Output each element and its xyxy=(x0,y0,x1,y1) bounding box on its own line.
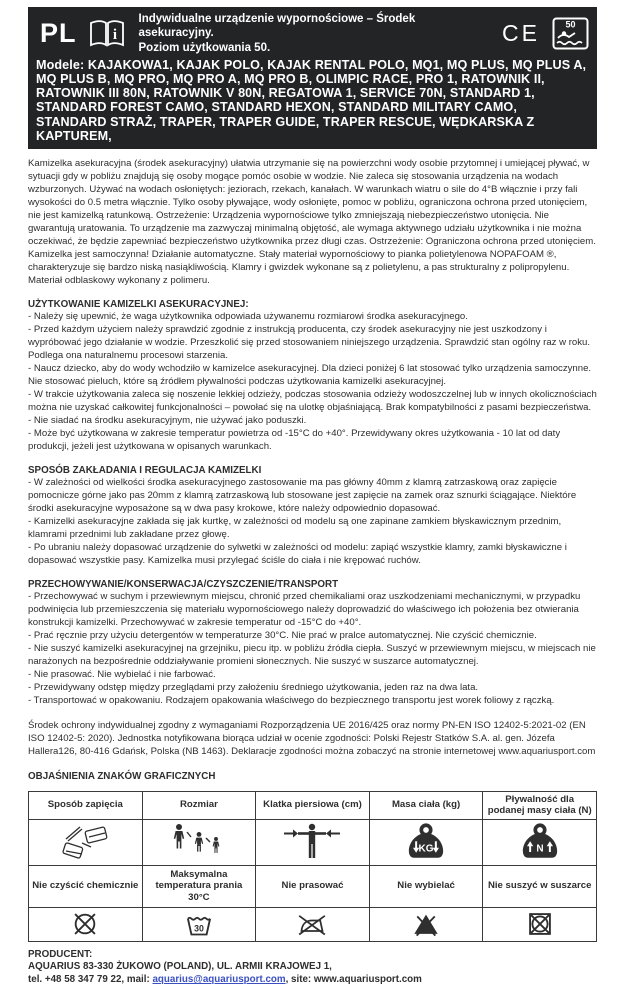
table-cell xyxy=(29,907,143,941)
wash-30-icon xyxy=(146,910,253,938)
table-cell xyxy=(483,819,597,865)
producer-contact-suffix: , site: www.aquariusport.com xyxy=(285,974,422,986)
graphic-symbols-table xyxy=(28,791,597,942)
sizes-family-icon xyxy=(146,822,253,862)
section-heading: UŻYTKOWANIE KAMIZELKI ASEKURACYJNEJ: xyxy=(28,298,249,310)
section-heading: SPOSÓB ZAKŁADANIA I REGULACJA KAMIZELKI xyxy=(28,464,262,476)
bullet-line: - W trakcie użytkowania zaleca się noszenie lekkiej odzieży, podczas stosowania odzieży wodoszczelnej lub w innych okolicznościach można nie uzyskać całkowitej funkcjonalności – powołać się na ulotkę objaśniającą. Brak kompatybilności z pasami bezpieczeństwa. xyxy=(28,388,597,413)
column-header: Masa ciała (kg) xyxy=(369,791,483,819)
intro-paragraph: Kamizelka asekuracyjna (środek asekuracyjny) ułatwia utrzymanie się na powierzchni wody osobie przytomnej i umiejącej pływać, w sytuacji gdy w pobliżu znajdują się osoby mogące pomóc osobie w wodzie. Nie zaleca się stosowania urządzenia na wodach wzburzonych. Używać na wodach osłoniętych: jeziorach, rzekach, kanałach. W warunkach wiatru o sile do 4°B włącznie i przy fali wysokości do 0.5 metra włącznie. Tylko osoby pływające, wody osłonięte, pomoc w pobliżu, ograniczona ochrona przed utonięciem, nie jest kamizelką ratunkową. Ostrzeżenie: Urządzenia wypornościowe tylko zmniejszają niebezpieczeństwo utonięcia. Nie gwarantują uratowania. To urządzenie ma zazwyczaj minimalną objętość, ale wymaga aktywnego udziału użytkownika i nie można oczekiwać, że będzie zapewniać bezpieczeństwo użytkownika przez długi czas. Ostrzeżenie: Ograniczona ochrona przed utonięciem. Kamizelka jest samoczynna! Działanie automatyczne. Stały materiał wypornościowy to pianka polietylenowa NOPAFOAM ®, charakteryzuje się bardzo niską nasiąkliwością. Klamry i gwizdek wykonane są z polietylenu, a pas strukturalny z polipropylenu. Materiał odblaskowy wykonany z polimeru. xyxy=(28,157,596,286)
svg-text:KG: KG xyxy=(418,843,434,855)
body-mass-kg-icon xyxy=(373,822,480,862)
column-header: Rozmiar xyxy=(142,791,256,819)
do-not-iron-icon xyxy=(259,910,366,938)
table-care-label-row xyxy=(29,865,597,907)
table-cell xyxy=(142,907,256,941)
svg-text:50: 50 xyxy=(565,19,576,30)
header-banner xyxy=(28,7,597,149)
instruction-manual-icon xyxy=(87,19,127,49)
care-label: Nie prasować xyxy=(256,865,370,907)
models-list: Modele: KAJAKOWA1, KAJAK POLO, KAJAK RENTAL POLO, MQ1, MQ PLUS, MQ PLUS A, MQ PLUS B, MQ PRO, MQ PRO A, MQ PRO B, OLIMPIC RACE, PRO 1, RATOWNIK II, RATOWNIK III 80N, RATOWNIK V 80N, REGATOWA 1, SERVICE 70N, STANDARD 1, STANDARD FOREST CAMO, STANDARD HEXON, STANDARD MILITARY CAMO, STANDARD STRAŻ, TRAPER, TRAPER GUIDE, TRAPER RESCUE, WĘDKARSKA Z KAPTUREM, xyxy=(36,58,587,143)
bullet-line: - Należy się upewnić, że waga użytkownika odpowiada używanemu rozmiarowi środka asekuracyjnego. xyxy=(28,310,468,322)
table-care-symbol-row xyxy=(29,907,597,941)
table-cell xyxy=(483,907,597,941)
producer-contact xyxy=(28,974,597,987)
section-heading: PRZECHOWYWANIE/KONSERWACJA/CZYSZCZENIE/TRANSPORT xyxy=(28,578,339,590)
bullet-line: - W zależności od wielkości środka asekuracyjnego zastosowanie ma pas główny 40mm z klamrą zatrzaskową oraz zapięcie pomocnicze górne jako pas 20mm z klamrą zatrzaskową lub stosowane jest zapięcie na zamek oraz sznurki ściągające. Niektóre środki asekuracyjne wyposażone są w dwa pasy krokowe, które należy odpowiednio dopasować. xyxy=(28,476,577,514)
care-label: Nie suszyć w suszarce xyxy=(483,865,597,907)
bullet-line: - Może być użytkowana w zakresie temperatur powietrza od -15°C do +40°. Przewidywany okres użytkowania - 10 lat od daty produkcji, jeżeli jest użytkowana w opisanych warunkach. xyxy=(28,427,561,452)
compliance-paragraph: Środek ochrony indywidualnej zgodny z wymaganiami Rozporządzenia UE 2016/425 oraz normy PN-EN ISO 12402-5:2021-02 (EN ISO 12402-5: 2020). Jednostka notyfikowana biorąca udział w ocenie zgodności: Polski Rejestr Statków S.A. al. gen. Józefa Hallera126, 80-416 Gdańsk, Polska (NB 1463). Deklaracje zgodności można zobaczyć na stronie internetowej www.aquariusport.com xyxy=(28,719,596,757)
bullet-line: - Nie prasować. Nie wybielać i nie farbować. xyxy=(28,668,216,680)
table-cell xyxy=(256,819,370,865)
svg-text:N: N xyxy=(536,843,544,855)
table-pictogram-row xyxy=(29,819,597,865)
column-header: Klatka piersiowa (cm) xyxy=(256,791,370,819)
ce-mark: CE xyxy=(502,20,540,47)
producer-contact-prefix: tel. +48 58 347 79 22, mail: xyxy=(28,974,153,986)
column-header: Sposób zapięcia xyxy=(29,791,143,819)
do-not-dry-clean-icon xyxy=(32,910,139,938)
buoyancy-50-icon xyxy=(552,17,589,50)
producer-address: AQUARIUS 83-330 ŻUKOWO (POLAND), UL. ARMII KRAJOWEJ 1, xyxy=(28,961,332,973)
do-not-tumble-dry-icon xyxy=(486,910,593,938)
bullet-line: - Przed każdym użyciem należy sprawdzić zgodnie z instrukcją producenta, czy środek asekuracyjny nie jest uszkodzony i wypróbować jego działanie w wodzie. Przeszkolić się przed stosowaniem niniejszego urządzenia. Sprawdzić stan ogólny raz w roku. Podlega ona naturalnemu procesowi starzenia. xyxy=(28,323,591,361)
table-cell xyxy=(256,907,370,941)
producer-heading: PRODUCENT: xyxy=(28,948,93,960)
bullet-line: - Przechowywać w suchym i przewiewnym miejscu, chronić przed chemikaliami oraz uszkodzeniami mechanicznymi, w przypadku podwinięcia lub przemieszczenia się materiału wypornościowego należy doprowadzić do właściwego ich położenia bez otwierania konstrukcji kamizelki. Przechowywać w zakresie temperatur od -15°C do +40°. xyxy=(28,590,581,628)
bullet-line: - Naucz dziecko, aby do wody wchodziło w kamizelce asekuracyjnej. Dla dzieci poniżej 6 lat stosować tylko urządzenia samoczynne. Nie stosować pieluch, które są źródłem pływalności podczas użytkowania kamizelki asekuracyjnej. xyxy=(28,362,592,387)
chest-measure-icon xyxy=(259,822,366,862)
section-usage xyxy=(28,299,597,453)
bullet-line: - Nie siadać na środku asekuracyjnym, nie używać jako poduszki. xyxy=(28,414,307,426)
table-cell xyxy=(369,819,483,865)
care-label: Maksymalna temperatura prania 30°C xyxy=(142,865,256,907)
bullet-line: - Nie suszyć kamizelki asekuracyjnej na grzejniku, piecu itp. w pobliżu źródła ciepła. Suszyć w przewiewnym miejscu, w miejscach nie narażonych na bezpośrednie oddziaływanie promieni słonecznych. Nie suszyć w suszarce automatycznej. xyxy=(28,642,596,667)
table-cell xyxy=(142,819,256,865)
section-storage xyxy=(28,579,597,707)
document-title xyxy=(137,12,493,55)
language-code: PL xyxy=(40,18,77,49)
buoyancy-newton-icon xyxy=(486,822,593,862)
bullet-line: - Kamizelki asekuracyjne zakłada się jak kurtkę, w zależności od modelu są one zapinane zamkiem błyskawicznym przednim, klamrami przednimi lub zakładane przez głowę. xyxy=(28,515,562,540)
table-cell xyxy=(29,819,143,865)
section-fitting xyxy=(28,465,597,567)
table-cell xyxy=(369,907,483,941)
title-line-1: Indywidualne urządzenie wypornościowe – Środek asekuracyjny. xyxy=(138,13,416,40)
buckle-fastening-icon xyxy=(32,823,139,861)
bullet-line: - Transportować w opakowaniu. Rodzajem opakowania właściwego do bezpiecznego transportu jest worek foliowy z rączką. xyxy=(28,694,555,706)
symbols-heading: OBJAŚNIENIA ZNAKÓW GRAFICZNYCH xyxy=(28,770,216,782)
bullet-line: - Przewidywany odstęp między przeglądami przy założeniu średniego użytkowania, jeden raz na dwa lata. xyxy=(28,681,479,693)
table-header-row xyxy=(29,791,597,819)
producer-block xyxy=(28,949,597,987)
svg-text:30: 30 xyxy=(194,923,204,934)
title-line-2: Poziom użytkowania 50. xyxy=(138,41,271,54)
bullet-line: - Po ubraniu należy dopasować urządzenie do sylwetki w zależności od modelu: zapiąć wszystkie klamry, zamki błyskawiczne i dopasować wszystkie pasy. Kamizelka musi przylegać ściśle do ciała i nie krępować ruchów. xyxy=(28,541,567,566)
svg-text:i: i xyxy=(112,26,117,43)
care-label: Nie wybielać xyxy=(369,865,483,907)
bullet-line: - Prać ręcznie przy użyciu detergentów w temperaturze 30°C. Nie prać w pralce automatycznej. Nie czyścić chemicznie. xyxy=(28,629,537,641)
do-not-bleach-icon xyxy=(373,910,480,938)
producer-email-link[interactable]: aquarius@aquariusport.com xyxy=(152,974,286,986)
column-header: Pływalność dla podanej masy ciała (N) xyxy=(483,791,597,819)
care-label: Nie czyścić chemicznie xyxy=(29,865,143,907)
